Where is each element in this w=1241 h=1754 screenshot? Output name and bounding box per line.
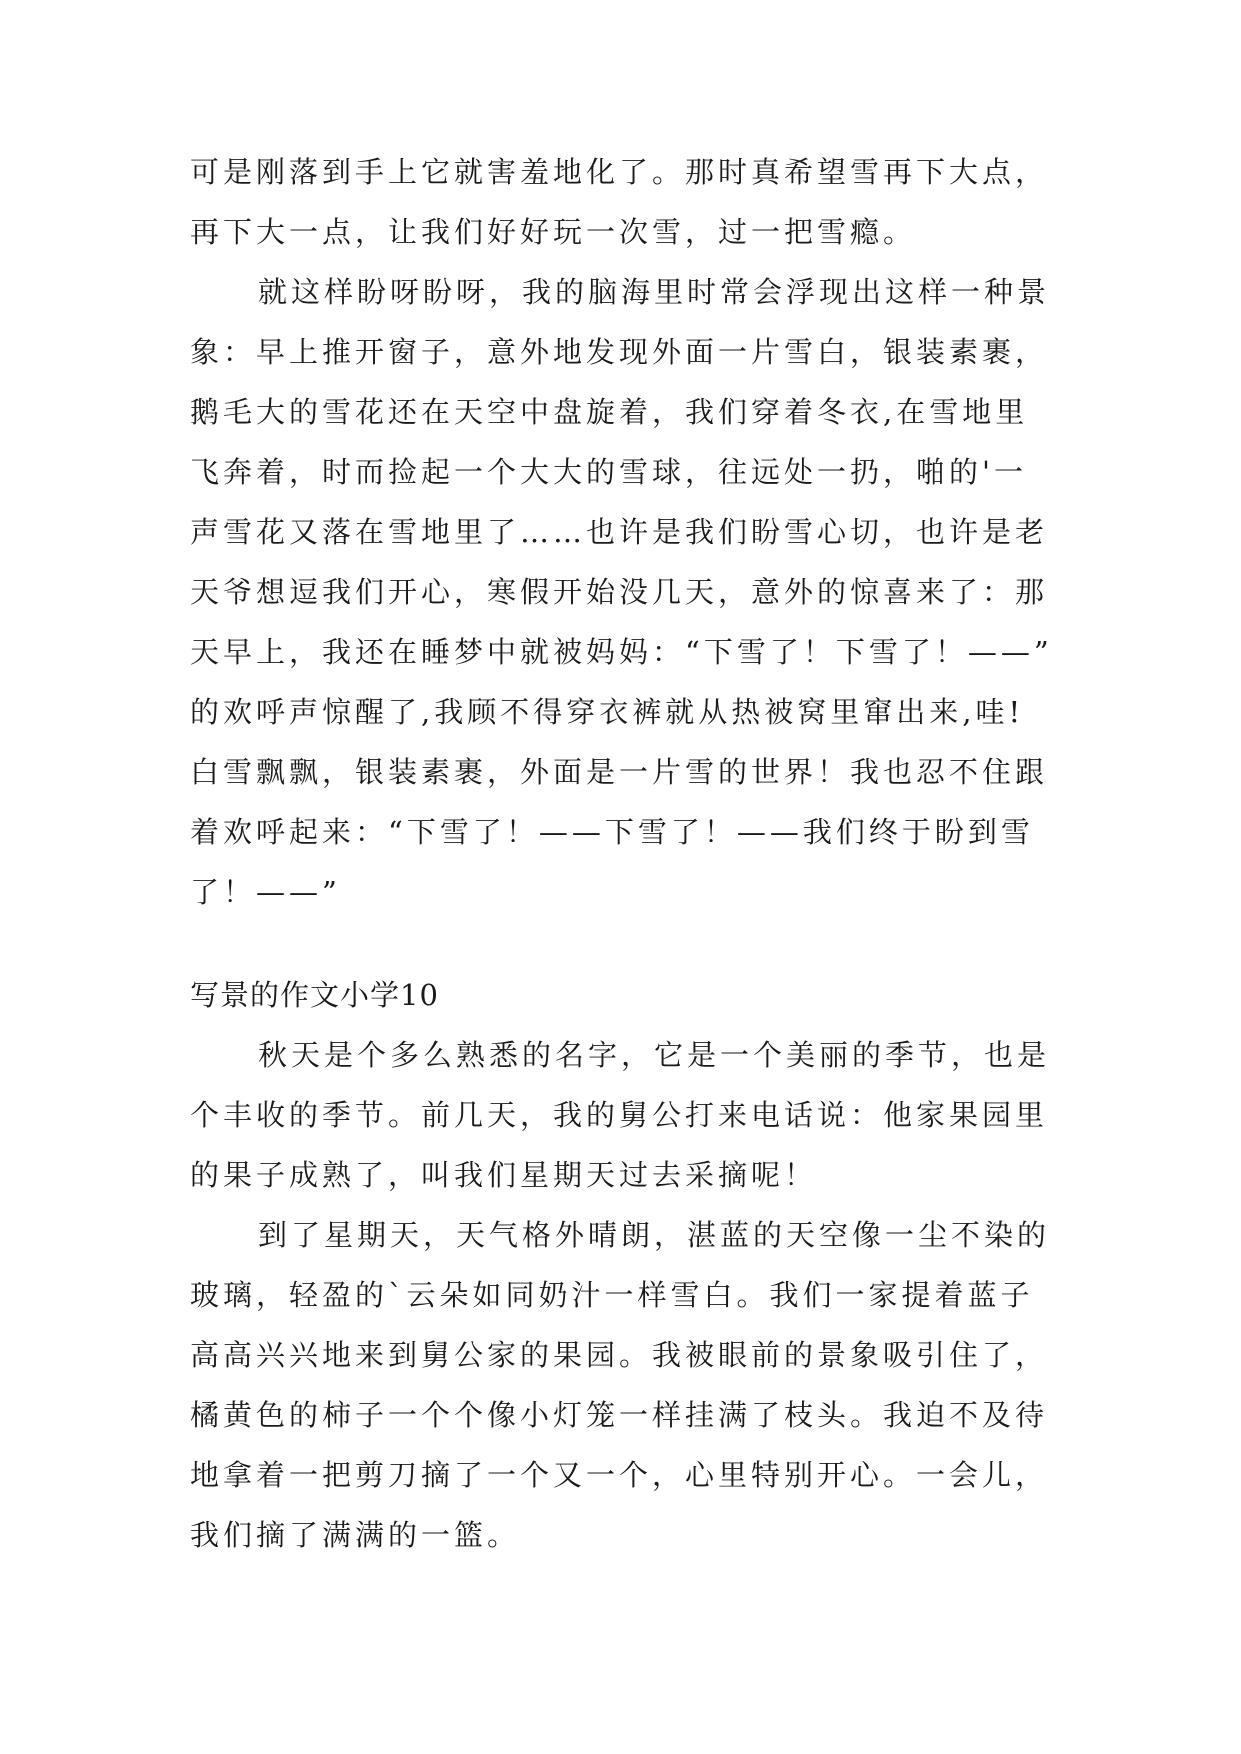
text-line: 白雪飘飘，银装素裹，外面是一片雪的世界！我也忍不住跟 <box>190 755 1049 789</box>
paragraph-start-line: 到了星期天，天气格外晴朗，湛蓝的天空像一尘不染的 <box>258 1218 1051 1252</box>
text-line: 声雪花又落在雪地里了……也许是我们盼雪心切，也许是老 <box>190 515 1049 549</box>
text-line: 个丰收的季节。前几天，我的舅公打来电话说：他家果园里 <box>190 1098 1049 1132</box>
text-line: 玻璃，轻盈的`云朵如同奶汁一样雪白。我们一家提着蓝子 <box>190 1278 1034 1312</box>
text-line: 象：早上推开窗子，意外地发现外面一片雪白，银装素裹， <box>190 335 1049 369</box>
text-line: 地拿着一把剪刀摘了一个又一个，心里特别开心。一会儿， <box>190 1458 1049 1492</box>
text-line: 飞奔着，时而捡起一个大大的雪球，往远处一扔，啪的'一 <box>190 455 1027 489</box>
paragraph-start-line: 就这样盼呀盼呀，我的脑海里时常会浮现出这样一种景 <box>258 275 1051 309</box>
text-line: 鹅毛大的雪花还在天空中盘旋着，我们穿着冬衣,在雪地里 <box>190 395 1029 429</box>
text-line: 再下大一点，让我们好好玩一次雪，过一把雪瘾。 <box>190 215 917 249</box>
paragraph-start-line: 秋天是个多么熟悉的名字，它是一个美丽的季节，也是 <box>258 1038 1051 1072</box>
section-heading: 写景的作文小学10 <box>190 978 439 1012</box>
text-line: 着欢呼起来：“下雪了！——下雪了！——我们终于盼到雪 <box>190 815 1034 849</box>
text-line: 的果子成熟了，叫我们星期天过去采摘呢！ <box>190 1158 818 1192</box>
text-line: 橘黄色的柿子一个个像小灯笼一样挂满了枝头。我迫不及待 <box>190 1398 1049 1432</box>
text-line: 高高兴兴地来到舅公家的果园。我被眼前的景象吸引住了， <box>190 1338 1049 1372</box>
text-line: 可是刚落到手上它就害羞地化了。那时真希望雪再下大点， <box>190 155 1049 189</box>
text-line: 了！——” <box>190 875 341 909</box>
text-line: 的欢呼声惊醒了,我顾不得穿衣裤就从热被窝里窜出来,哇! <box>190 695 1025 729</box>
section2 <box>190 965 1060 1565</box>
section1 <box>190 142 1060 922</box>
text-line: 天早上，我还在睡梦中就被妈妈：“下雪了！下雪了！——” <box>190 635 1053 669</box>
text-line: 天爷想逗我们开心，寒假开始没几天，意外的惊喜来了：那 <box>190 575 1049 609</box>
text-line: 我们摘了满满的一篮。 <box>190 1518 521 1552</box>
